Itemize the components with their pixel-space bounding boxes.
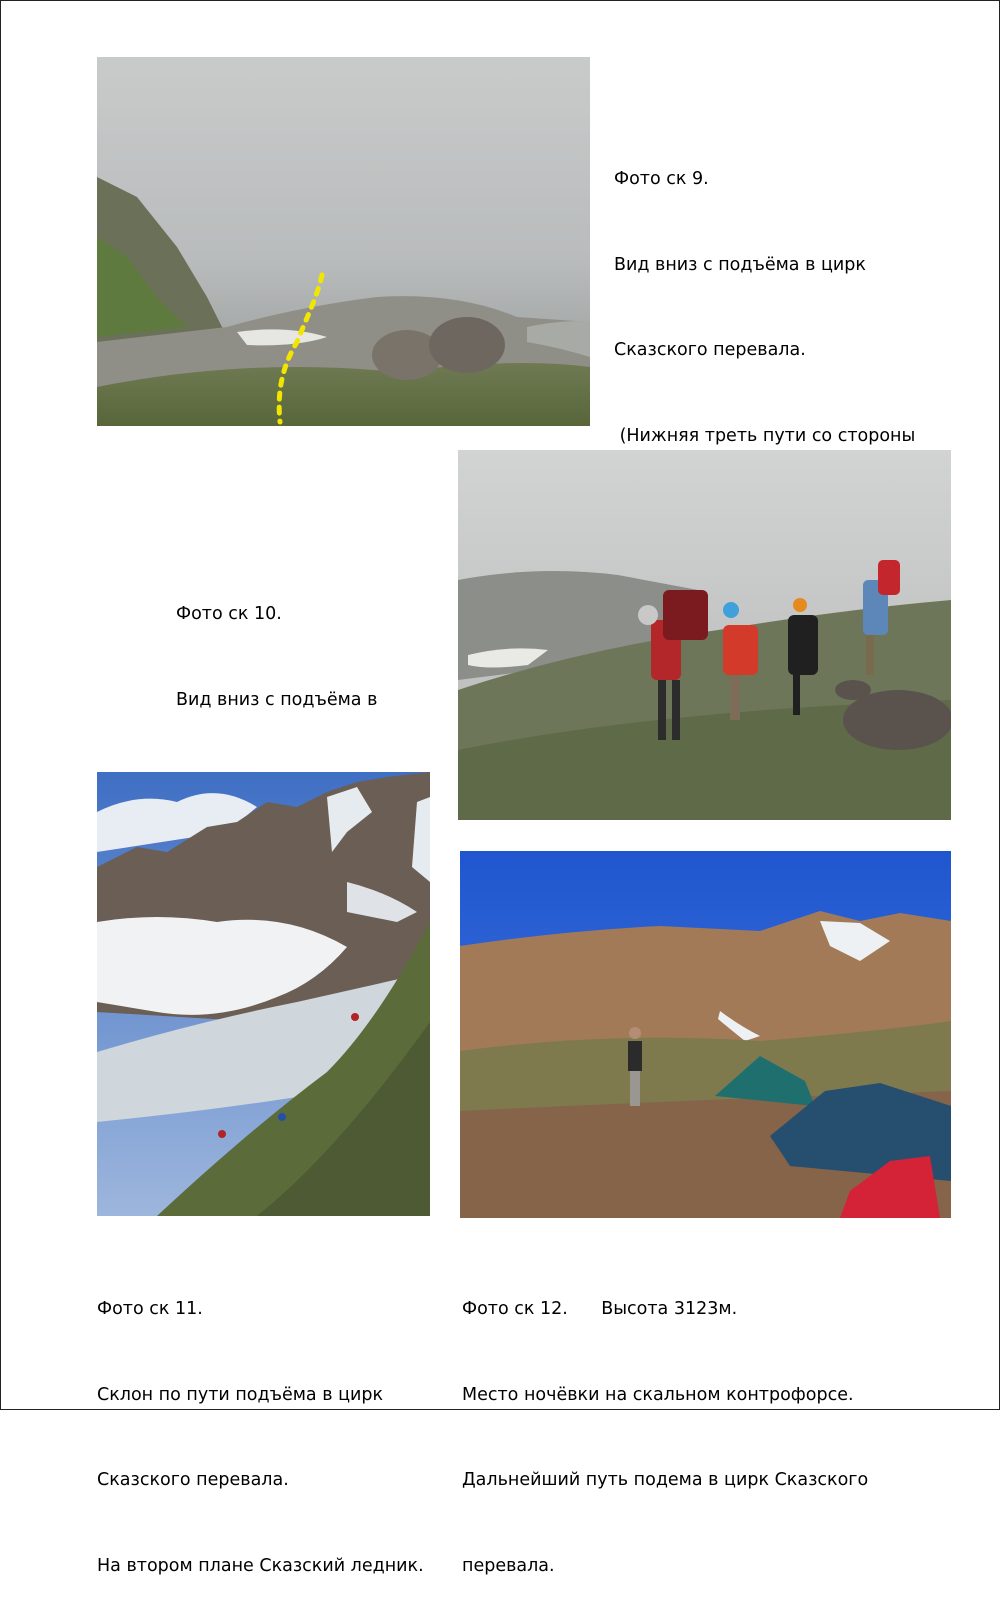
caption-line: Фото ск 9. — [614, 169, 709, 189]
caption-line: Фото ск 10. — [176, 604, 282, 624]
photo-12-caption — [462, 1238, 868, 1609]
photo-9 — [97, 57, 590, 426]
caption-line: Вид вниз с подъёма в цирк — [614, 254, 866, 275]
photo-11 — [97, 772, 430, 1216]
caption-line: Дальнейший путь подема в цирк Сказского — [462, 1470, 869, 1490]
caption-line: (Нижняя треть пути со стороны — [614, 425, 916, 446]
photo-11-caption — [97, 1238, 424, 1609]
caption-line: Сказского перевала. — [614, 340, 806, 360]
caption-line: Фото ск 12. Высота 3123м. — [462, 1299, 738, 1319]
caption-line: перевала. — [462, 1555, 555, 1576]
caption-line: Склон по пути подъёма в цирк — [97, 1384, 384, 1405]
caption-line: Место ночёвки на скальном контрофорсе. — [462, 1384, 854, 1405]
caption-line: Фото ск 11. — [97, 1299, 203, 1319]
caption-line: Сказского перевала. — [97, 1470, 289, 1490]
photo-10 — [458, 450, 951, 820]
photo-12 — [460, 851, 951, 1218]
caption-line: На втором плане Сказский ледник. — [97, 1555, 424, 1576]
caption-line: Вид вниз с подъёма в — [176, 689, 378, 710]
